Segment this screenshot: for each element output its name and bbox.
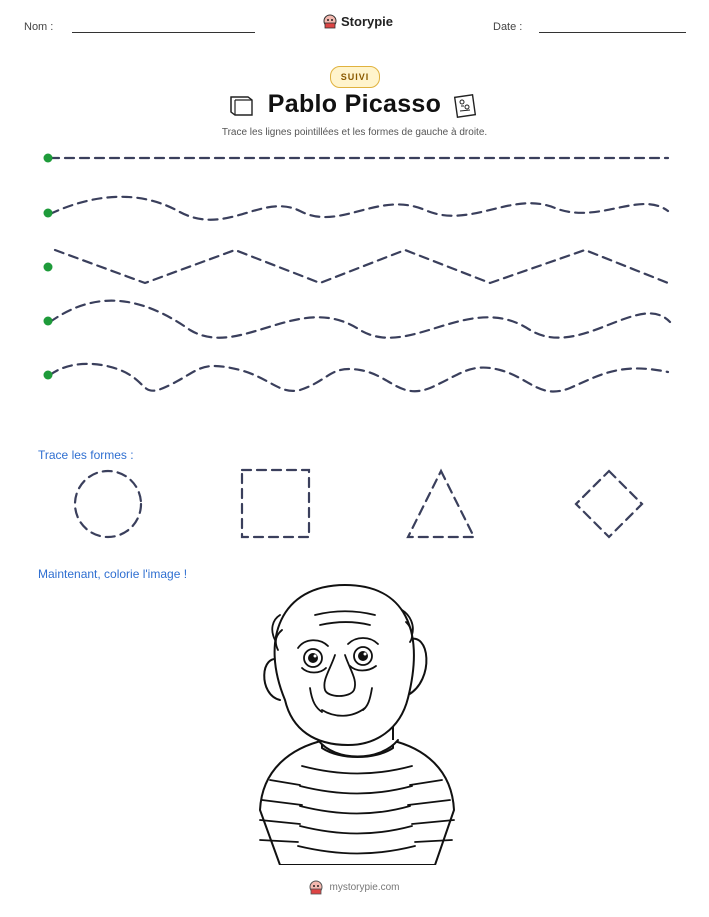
start-dot-2 xyxy=(44,209,53,218)
start-dot-5 xyxy=(44,371,53,380)
start-dot-1 xyxy=(44,154,53,163)
instruction-text: Trace les lignes pointillées et les formes de gauche à droite. xyxy=(221,127,488,138)
trace-line-zigzag xyxy=(55,250,668,283)
storypie-logo-icon xyxy=(309,880,323,895)
footer-url[interactable]: mystorypie.com xyxy=(329,882,400,893)
trace-line-bumps xyxy=(50,364,668,392)
date-label: Date : xyxy=(493,21,523,33)
footer xyxy=(0,880,709,895)
trace-line-big-wave xyxy=(50,301,670,338)
level-badge: SUIVI xyxy=(330,66,380,88)
start-dot-4 xyxy=(44,317,53,326)
shape-diamond xyxy=(576,471,642,537)
tracing-shapes xyxy=(0,460,709,550)
picasso-coloring-image xyxy=(230,580,480,865)
shapes-heading: Trace les formes : xyxy=(38,448,134,462)
trace-line-wave xyxy=(50,197,668,220)
name-label: Nom : xyxy=(24,21,54,33)
shape-circle xyxy=(75,471,141,537)
coloring-heading: Maintenant, colorie l'image ! xyxy=(38,567,188,581)
start-dot-3 xyxy=(44,263,53,272)
brand-name: Storypie xyxy=(341,14,394,29)
shape-square xyxy=(242,470,309,537)
page-title: Pablo Picasso xyxy=(267,90,442,118)
shape-triangle xyxy=(408,471,474,537)
tracing-lines xyxy=(0,0,709,420)
